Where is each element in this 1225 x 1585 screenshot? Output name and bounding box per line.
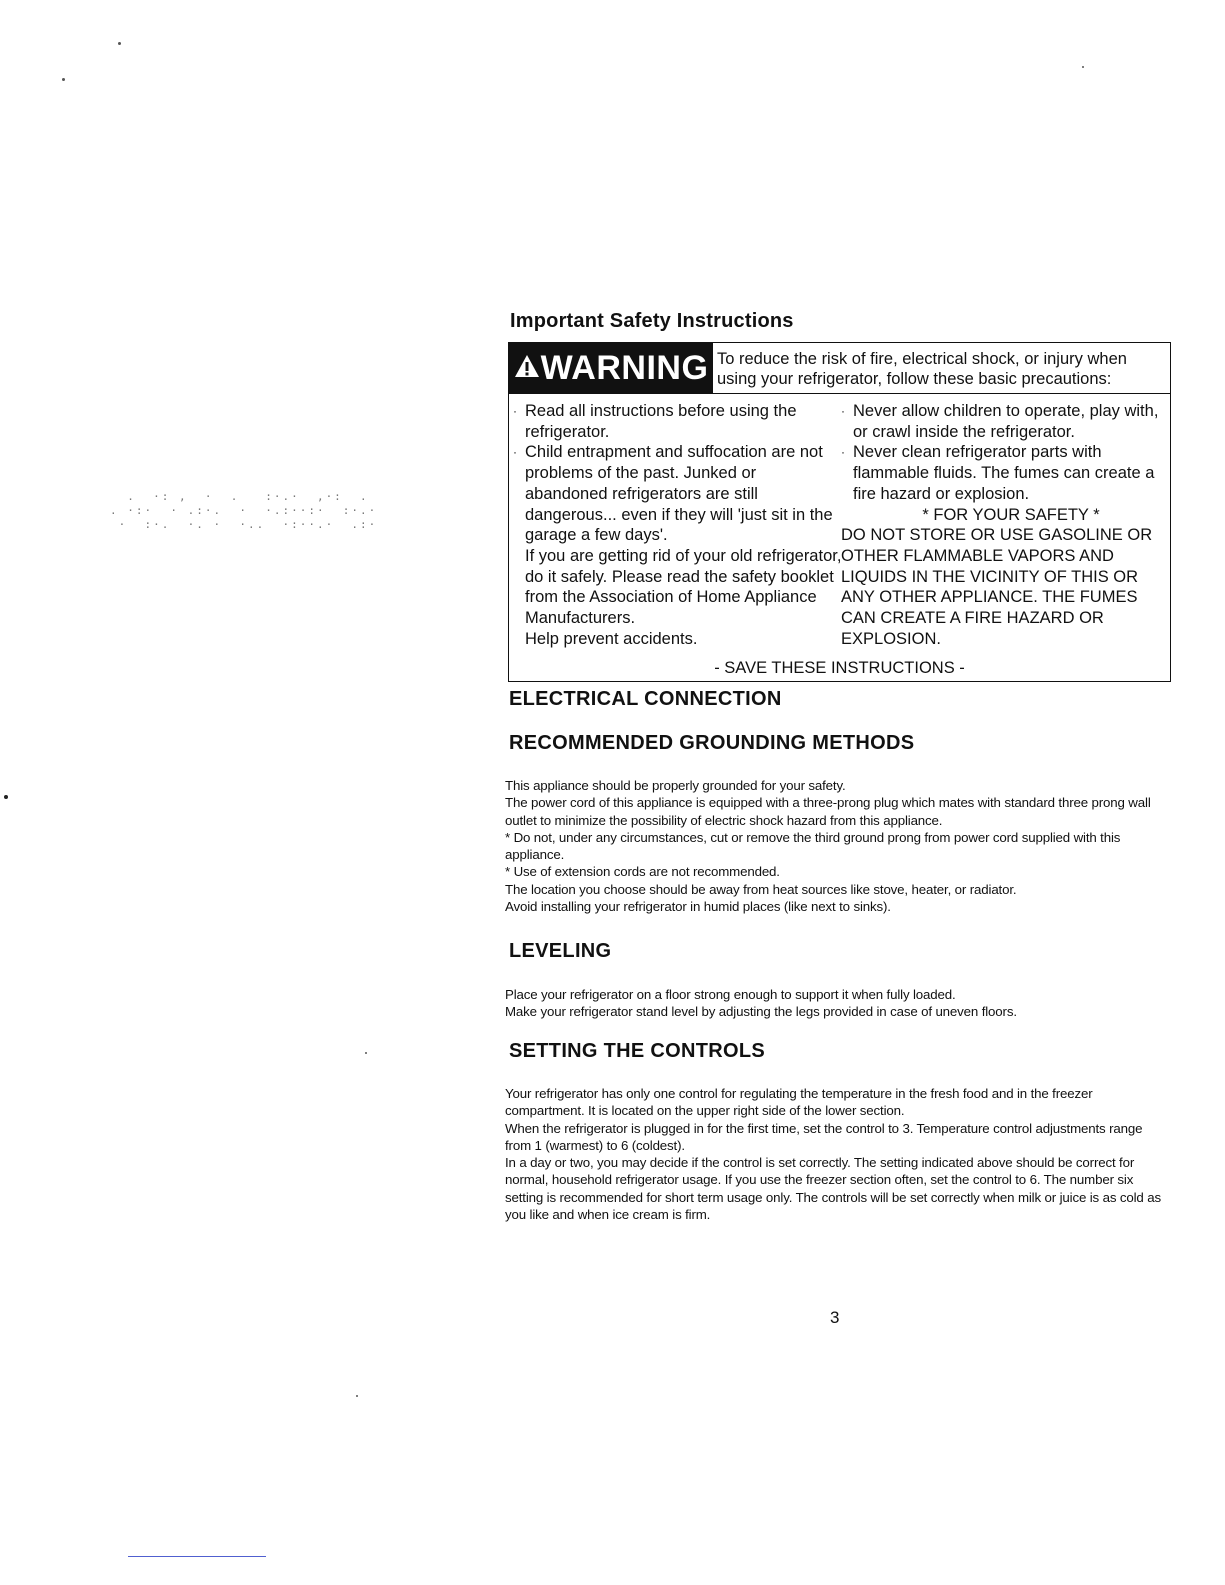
grounding-heading: RECOMMENDED GROUNDING METHODS: [509, 732, 915, 754]
for-your-safety: * FOR YOUR SAFETY *: [922, 505, 1100, 524]
body-line: * Use of extension cords are not recommended.: [505, 864, 780, 880]
electrical-body: [505, 777, 1170, 915]
warning-badge: [509, 343, 713, 393]
warning-right-column: [841, 401, 1171, 649]
scan-speck: [356, 1395, 358, 1397]
warning-intro: To reduce the risk of fire, electrical shock, or injury when using your refrigerator, follow these basic precautions:: [717, 350, 1127, 388]
body-line: When the refrigerator is plugged in for the first time, set the control to 3. Temperature control adjustments range from 1 (warmest) to 6 (coldest).: [505, 1120, 1143, 1153]
bullet-mark: ·: [841, 445, 845, 460]
body-line: * Do not, under any circumstances, cut or remove the third ground prong from power cord supplied with this appliance.: [505, 829, 1121, 863]
bullet-mark: ·: [841, 404, 845, 418]
leveling-heading: LEVELING: [509, 940, 612, 962]
page-number: 3: [830, 1308, 840, 1327]
warning-left-column: [513, 401, 843, 649]
electrical-heading: ELECTRICAL CONNECTION: [509, 688, 782, 710]
scan-speck: [365, 1052, 367, 1054]
warning-bullet-text: Read all instructions before using the refrigerator.: [525, 402, 797, 441]
controls-body: [505, 1085, 1170, 1223]
body-line: The location you choose should be away from heat sources like stove, heater, or radiator.: [505, 881, 1017, 897]
prevent-accidents: Help prevent accidents.: [525, 629, 698, 648]
body-line: Your refrigerator has only one control for regulating the temperature in the fresh food and in the freezer compartment. It is located on the upper right side of the lower section.: [505, 1086, 1093, 1119]
warning-badge-label: WARNING: [540, 348, 709, 387]
body-line: The power cord of this appliance is equipped with a three-prong plug which mates with standard three prong wall outlet to minimize the possibility of electric shock hazard from this appliance.: [505, 795, 1151, 828]
warning-divider: [509, 393, 1170, 394]
scan-speck: [118, 42, 121, 45]
warning-bullet-text: Child entrapment and suffocation are not problems of the past. Junked or abandoned refrigerators are still dangerous... even if they will 'just sit in the garage a few days'.: [525, 443, 833, 545]
warning-bullet-text: Never allow children to operate, play with, or crawl inside the refrigerator.: [853, 402, 1159, 441]
body-line: In a day or two, you may decide if the control is set correctly. The setting indicated above should be correct for normal, household refrigerator usage. If you use the freezer section often, set the control to 6. The number six setting is recommended for short term usage only. The controls will be set correctly when milk or juice is as cold as you like and when ice cream is firm.: [505, 1155, 1161, 1223]
leveling-body: [505, 986, 1170, 1021]
warning-bullet: [841, 442, 1171, 504]
warning-triangle-icon: [514, 349, 540, 388]
body-line: Make your refrigerator stand level by adjusting the legs provided in case of uneven floors.: [505, 1004, 1017, 1020]
scan-edge-line: [128, 1556, 266, 1557]
page-title: Important Safety Instructions: [510, 310, 794, 332]
gasoline-warning: DO NOT STORE OR USE GASOLINE OR OTHER FLAMMABLE VAPORS AND LIQUIDS IN THE VICINITY OF THIS OR ANY OTHER APPLIANCE. THE FUMES CAN CREATE A FIRE HAZARD OR EXPLOSION.: [841, 526, 1153, 648]
disposal-paragraph: If you are getting rid of your old refrigerator, do it safely. Please read the safety booklet from the Association of Home Appliance Manufacturers.: [525, 546, 842, 628]
warning-bullet: [513, 401, 843, 442]
scan-noise-smudge: . ·: , · . :·.· ,·: . . ·:· · .:·. · ·.:··:· :·.· · :·. ·. · ·.. ·:··.· .:·: [110, 490, 378, 531]
controls-heading: SETTING THE CONTROLS: [509, 1040, 765, 1062]
scan-speck: [62, 78, 65, 81]
scan-speck: [1082, 66, 1084, 68]
warning-bullet: [513, 442, 843, 546]
body-line: This appliance should be properly grounded for your safety.: [505, 778, 846, 793]
bullet-mark: ·: [513, 404, 517, 418]
body-line: Avoid installing your refrigerator in humid places (like next to sinks).: [505, 899, 891, 915]
body-line: Place your refrigerator on a floor strong enough to support it when fully loaded.: [505, 987, 956, 1002]
scan-speck: [4, 795, 8, 799]
warning-bullet: [841, 401, 1171, 442]
warning-bullet-text: Never clean refrigerator parts with flammable fluids. The fumes can create a fire hazard or explosion.: [853, 443, 1155, 503]
bullet-mark: ·: [513, 445, 517, 460]
save-instructions: - SAVE THESE INSTRUCTIONS -: [714, 659, 965, 677]
warning-box: [508, 342, 1171, 682]
